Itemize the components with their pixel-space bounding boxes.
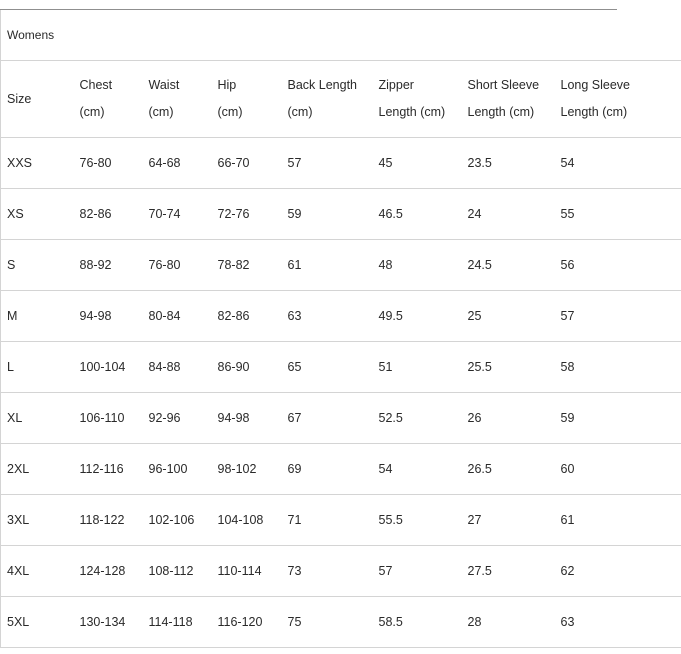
cell-short-sleeve-length: 25.5 [460,342,553,393]
header-chest [72,61,141,138]
header-waist [141,61,210,138]
cell-long-sleeve-length: 57 [553,291,681,342]
cell-short-sleeve-length: 25 [460,291,553,342]
cell-hip: 98-102 [210,444,280,495]
table-row [1,138,681,189]
header-back-length [280,61,371,138]
cell-hip: 72-76 [210,189,280,240]
cell-short-sleeve-length: 27 [460,495,553,546]
table-row [1,291,681,342]
cell-chest: 118-122 [72,495,141,546]
cell-long-sleeve-length: 61 [553,495,681,546]
header-label: Short Sleeve [467,78,540,92]
table-row [1,495,681,546]
cell-short-sleeve-length: 23.5 [460,138,553,189]
header-row [1,61,681,138]
cell-hip: 78-82 [210,240,280,291]
cell-waist: 114-118 [141,597,210,648]
header-short-sleeve-length [460,61,553,138]
cell-zipper-length: 51 [371,342,460,393]
cell-short-sleeve-length: 27.5 [460,546,553,597]
cell-back-length: 57 [280,138,371,189]
cell-hip: 116-120 [210,597,280,648]
cell-long-sleeve-length: 62 [553,546,681,597]
cell-waist: 84-88 [141,342,210,393]
cell-size: XL [1,393,72,444]
cell-zipper-length: 58.5 [371,597,460,648]
cell-back-length: 67 [280,393,371,444]
cell-chest: 82-86 [72,189,141,240]
header-unit: Length (cm) [467,105,535,119]
cell-zipper-length: 48 [371,240,460,291]
header-label: Back Length [287,78,357,92]
header-long-sleeve-length [553,61,681,138]
cell-short-sleeve-length: 26.5 [460,444,553,495]
cell-chest: 76-80 [72,138,141,189]
cell-waist: 102-106 [141,495,210,546]
cell-zipper-length: 46.5 [371,189,460,240]
cell-hip: 110-114 [210,546,280,597]
cell-zipper-length: 54 [371,444,460,495]
cell-size: M [1,291,72,342]
cell-chest: 94-98 [72,291,141,342]
table-row [1,546,681,597]
cell-chest: 130-134 [72,597,141,648]
cell-long-sleeve-length: 55 [553,189,681,240]
cell-back-length: 65 [280,342,371,393]
table-row [1,597,681,648]
header-label: Long Sleeve [560,78,631,92]
header-zipper-length [371,61,460,138]
cell-size: XXS [1,138,72,189]
cell-short-sleeve-length: 24 [460,189,553,240]
size-chart-viewport[interactable] [0,9,631,654]
cell-size: 2XL [1,444,72,495]
cell-hip: 66-70 [210,138,280,189]
cell-back-length: 69 [280,444,371,495]
header-unit: (cm) [148,105,174,119]
cell-long-sleeve-length: 54 [553,138,681,189]
cell-back-length: 75 [280,597,371,648]
table-row [1,444,681,495]
table-row [1,393,681,444]
cell-long-sleeve-length: 60 [553,444,681,495]
cell-hip: 94-98 [210,393,280,444]
header-label: Zipper [378,78,414,92]
cell-long-sleeve-length: 59 [553,393,681,444]
cell-size: L [1,342,72,393]
cell-waist: 76-80 [141,240,210,291]
header-unit: (cm) [217,105,243,119]
cell-waist: 96-100 [141,444,210,495]
header-label: Chest [79,78,113,92]
cell-chest: 112-116 [72,444,141,495]
header-label: Hip [217,78,237,92]
cell-short-sleeve-length: 28 [460,597,553,648]
cell-size: 4XL [1,546,72,597]
header-label: Waist [148,78,180,92]
cell-back-length: 73 [280,546,371,597]
cell-waist: 108-112 [141,546,210,597]
table-row [1,189,681,240]
cell-size: XS [1,189,72,240]
cell-waist: 64-68 [141,138,210,189]
cell-chest: 106-110 [72,393,141,444]
cell-chest: 88-92 [72,240,141,291]
section-title-row [1,10,681,61]
header-unit: Length (cm) [560,105,628,119]
cell-hip: 104-108 [210,495,280,546]
cell-waist: 80-84 [141,291,210,342]
cell-hip: 86-90 [210,342,280,393]
cell-chest: 124-128 [72,546,141,597]
table-row [1,342,681,393]
header-unit: Length (cm) [378,105,446,119]
cell-long-sleeve-length: 58 [553,342,681,393]
header-hip [210,61,280,138]
table-row [1,240,681,291]
cell-back-length: 61 [280,240,371,291]
cell-waist: 70-74 [141,189,210,240]
cell-chest: 100-104 [72,342,141,393]
header-unit: (cm) [79,105,105,119]
header-size [1,61,72,138]
cell-zipper-length: 52.5 [371,393,460,444]
size-chart-table [0,10,681,648]
header-label: Size [7,91,32,106]
cell-hip: 82-86 [210,291,280,342]
cell-zipper-length: 49.5 [371,291,460,342]
cell-size: 5XL [1,597,72,648]
cell-size: S [1,240,72,291]
cell-back-length: 63 [280,291,371,342]
cell-long-sleeve-length: 56 [553,240,681,291]
cell-zipper-length: 57 [371,546,460,597]
cell-short-sleeve-length: 26 [460,393,553,444]
cell-zipper-length: 45 [371,138,460,189]
header-unit: (cm) [287,105,313,119]
cell-back-length: 71 [280,495,371,546]
cell-size: 3XL [1,495,72,546]
cell-zipper-length: 55.5 [371,495,460,546]
cell-back-length: 59 [280,189,371,240]
section-title: Womens [1,10,681,61]
cell-long-sleeve-length: 63 [553,597,681,648]
cell-short-sleeve-length: 24.5 [460,240,553,291]
cell-waist: 92-96 [141,393,210,444]
